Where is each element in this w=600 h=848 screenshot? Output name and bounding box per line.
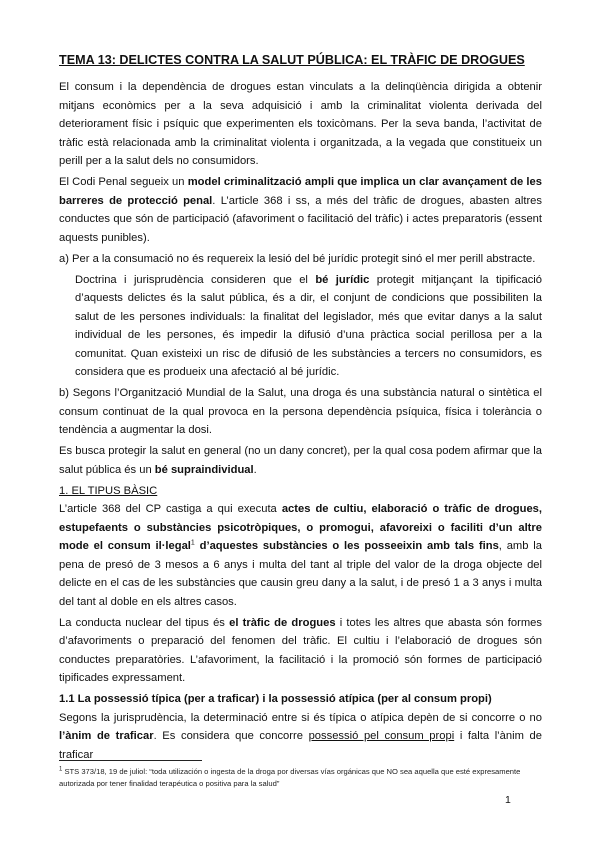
document-title: TEMA 13: DELICTES CONTRA LA SALUT PÚBLICA: EL TRÀFIC DE DROGUES: [59, 53, 525, 67]
paragraph-conducta-nuclear: La conducta nuclear del tipus és el tràfic de drogues i totes les altres que abasta són formes d’afavoriments o preparació del fenomen del tràfic. El cultiu i l’elaboració de drogues són conductes preparatòries. L’afavoriment, la facilitació i la promoció són formes de participació tipificades expressament.: [59, 616, 543, 684]
footnote-number: 1: [59, 766, 63, 773]
paragraph-codi-penal: El Codi Penal segueix un model criminalització ampli que implica un clar avançament de les barreres de protecció penal. L’article 368 i ss, a més del tràfic de drogues, abasten altres conductes que són de participació (afavoriment o facilitació del tràfic) i actes preparatoris (essent aquests punibles).: [59, 176, 542, 244]
paragraph-article-368: L’article 368 del CP castiga a qui executa actes de cultiu, elaboració o tràfic de drogues, estupefaents o substàncies psicotròpiques, o promogui, afavoreixi o faciliti d’un altre mode el consum il·legal$^1$ d’aquestes substàncies o les posseeixin amb tals fins, amb la pena de presó de 3 mesos a 6 anys i multa del tant al triple del valor de la droga objecte del delicte en el cas de les substàncies que causin greu dany a la salut, i de presó 1 a 3 anys i multa del tant al doble en els altres casos.: [59, 503, 542, 608]
subsection-heading-possessio: 1.1 La possessió típica (per a traficar) i la possessió atípica (per al consum propi): [59, 693, 492, 705]
paragraph-supraindividual: Es busca protegir la salut en general (no un dany concret), per la qual cosa podem afirmar que la salut pública és un bé supraindividual.: [59, 445, 542, 476]
footnote-text: STS 373/18, 19 de juliol: “toda utilización o ingesta de la droga por diversas vías orgánicas que NO sea aquella que esté expresamente autorizada por tener finalidad terapéutica o positiva para la salud”: [59, 767, 521, 788]
paragraph-consumacio: a) Per a la consumació no és requereix la lesió del bé jurídic protegit sinó el mer perill abstracte.: [59, 252, 536, 265]
page-number: 1: [505, 794, 511, 806]
document-body: [59, 78, 542, 767]
footnote: [59, 766, 545, 789]
paragraph-intro: El consum i la dependència de drogues estan vinculats a la delinqüència dirigida a obtenir mitjans econòmics per a la seva adquisició i amb la criminalitat violenta derivada del deteriorament físic i psíquic que experimenten els toxicòmans. Per la seva banda, l’activitat de tràfic està relacionada amb la criminalitat violenta i organitzada, a la vegada que constitueix un perill per a la salut dels no consumidors.: [59, 81, 542, 167]
paragraph-be-juridic: Doctrina i jurisprudència consideren que el bé jurídic protegit mitjançant la tipificació d’aquests delictes és la salut pública, és a dir, el conjunt de condicions que possibiliten la salut de les persones individuals: la finalitat del legislador, més que evitar danys a la salut individual de les persones, és impedir la difusió d’una pràctica social perillosa per a la comunitat. Quan existeixi un risc de difusió de les substàncies a tercers no consumidors, es considera que es produeix una afectació al bé jurídic.: [75, 273, 542, 378]
footnote-ref[interactable]: 1: [190, 539, 195, 547]
footnote-divider: [59, 760, 202, 761]
paragraph-oms-droga: b) Segons l’Organització Mundial de la Salut, una droga és una substància natural o sintètica el consum continuat de la qual provoca en la persona dependència psíquica, física i tolerància o tendència a augmentar la dosi.: [59, 387, 542, 436]
section-heading-tipus-basic: 1. EL TIPUS BÀSIC: [59, 484, 158, 497]
paragraph-jurisprudencia: Segons la jurisprudència, la determinació entre si és típica o atípica depèn de si concorre o no l’ànim de traficar. Es considera que concorre possessió pel consum propi i falta l’ànim de traficar: [59, 711, 542, 761]
